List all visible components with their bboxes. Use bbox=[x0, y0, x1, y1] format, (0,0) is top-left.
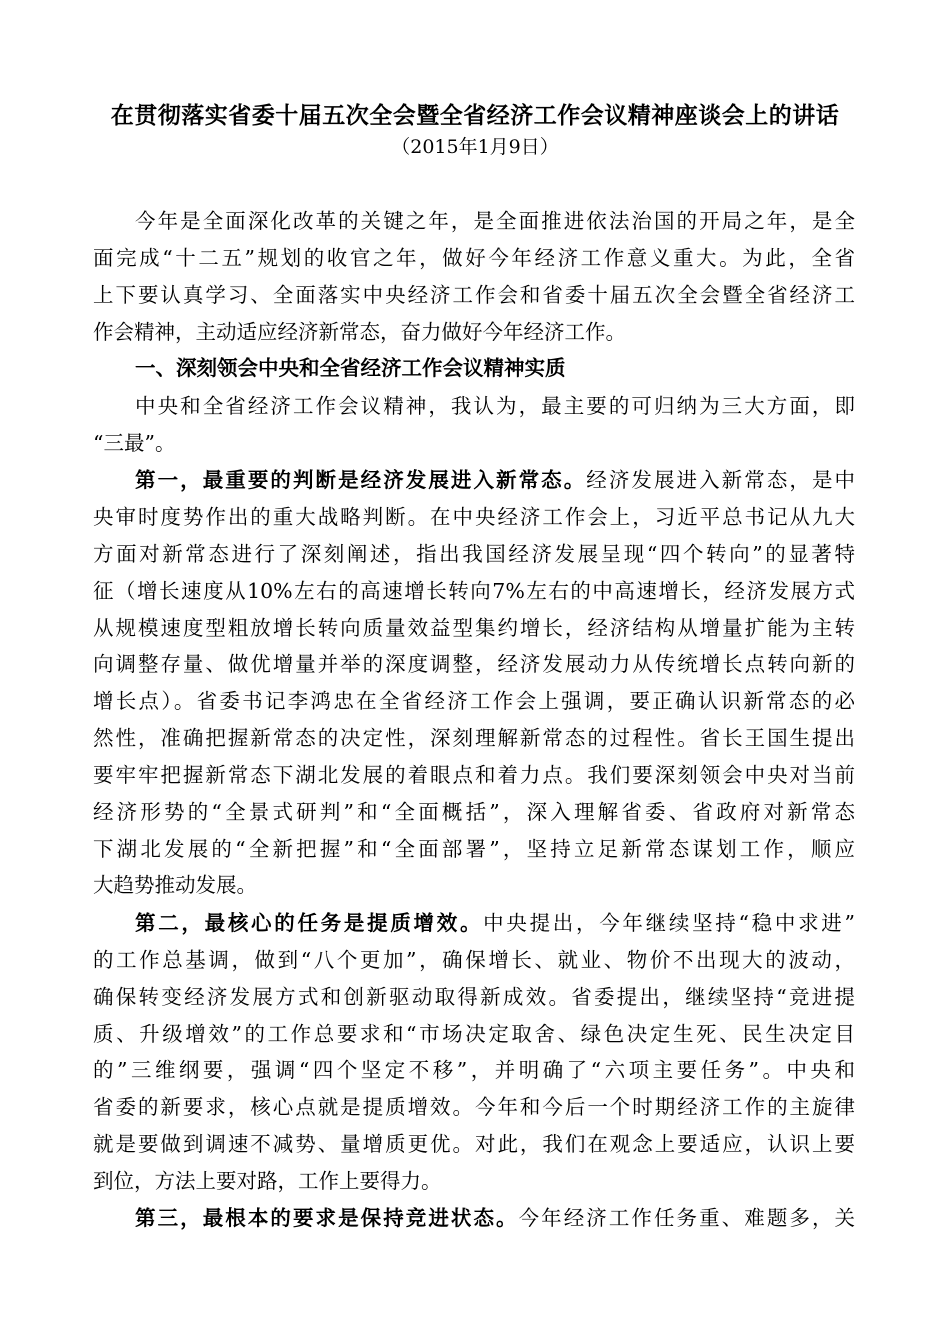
paragraph-line: 要牢牢把握新常态下湖北发展的着眼点和着力点。我们要深刻领会中央对当前 bbox=[93, 763, 855, 787]
paragraph-line: 上下要认真学习、全面落实中央经济工作会和省委十届五次全会暨全省经济工 bbox=[93, 283, 855, 307]
paragraph-line: 方面对新常态进行了深刻阐述，指出我国经济发展呈现“四个转向”的显著特 bbox=[93, 542, 855, 566]
paragraph-line: “三最”。 bbox=[93, 431, 176, 455]
paragraph-line: 的”三维纲要，强调“四个坚定不移”，并明确了“六项主要任务”。中央和 bbox=[93, 1058, 855, 1082]
paragraph-line: 今年是全面深化改革的关键之年，是全面推进依法治国的开局之年，是全 bbox=[135, 209, 855, 233]
lead-sentence: 第一，最重要的判断是经济发展进入新常态。 bbox=[135, 468, 587, 492]
paragraph-line: 下湖北发展的“全新把握”和“全面部署”，坚持立足新常态谋划工作，顺应 bbox=[93, 837, 855, 861]
lead-sentence: 第三，最根本的要求是保持竞进状态。 bbox=[135, 1206, 519, 1230]
section-heading: 一、深刻领会中央和全省经济工作会议精神实质 bbox=[135, 356, 566, 380]
paragraph-line: 确保转变经济发展方式和创新驱动取得新成效。省委提出，继续坚持“竞进提 bbox=[93, 985, 855, 1009]
paragraph-line: 面完成“十二五”规划的收官之年，做好今年经济工作意义重大。为此，全省 bbox=[93, 246, 855, 270]
paragraph-line: 的工作总基调，做到“八个更加”，确保增长、就业、物价不出现大的波动， bbox=[93, 948, 855, 972]
paragraph-line: 向调整存量、做优增量并举的深度调整，经济发展动力从传统增长点转向新的 bbox=[93, 652, 855, 676]
paragraph-line: 从规模速度型粗放增长转向质量效益型集约增长，经济结构从增量扩能为主转 bbox=[93, 616, 855, 640]
paragraph-line: 征（增长速度从10%左右的高速增长转向7%左右的中高速增长，经济发展方式 bbox=[93, 579, 855, 603]
paragraph-line: 然性，准确把握新常态的决定性，深刻理解新常态的过程性。省长王国生提出 bbox=[93, 726, 855, 750]
paragraph-line: 第三，最根本的要求是保持竞进状态。今年经济工作任务重、难题多，关 bbox=[135, 1206, 856, 1230]
lead-sentence: 第二，最核心的任务是提质增效。 bbox=[135, 911, 484, 935]
paragraph-line: 到位，方法上要对路，工作上要得力。 bbox=[93, 1169, 442, 1193]
paragraph-line: 作会精神，主动适应经济新常态，奋力做好今年经济工作。 bbox=[93, 320, 626, 344]
paragraph-line: 经济形势的“全景式研判”和“全面概括”，深入理解省委、省政府对新常态 bbox=[93, 800, 855, 824]
paragraph-line: 第一，最重要的判断是经济发展进入新常态。经济发展进入新常态，是中 bbox=[135, 468, 856, 492]
document-date: （2015年1月9日） bbox=[391, 136, 559, 158]
paragraph-line: 就是要做到调速不减势、量增质更优。对此，我们在观念上要适应，认识上要 bbox=[93, 1132, 855, 1156]
paragraph-line: 大趋势推动发展。 bbox=[93, 873, 257, 897]
paragraph-line: 中央和全省经济工作会议精神，我认为，最主要的可归纳为三大方面，即 bbox=[135, 394, 855, 418]
paragraph-line: 增长点）。省委书记李鸿忠在全省经济工作会上强调，要正确认识新常态的必 bbox=[93, 689, 855, 713]
paragraph-line: 央审时度势作出的重大战略判断。在中央经济工作会上，习近平总书记从九大 bbox=[93, 505, 855, 529]
paragraph-line: 质、升级增效”的工作总要求和“市场决定取舍、绿色决定生死、民生决定目 bbox=[93, 1022, 855, 1046]
paragraph-line: 省委的新要求，核心点就是提质增效。今年和今后一个时期经济工作的主旋律 bbox=[93, 1095, 855, 1119]
document-title: 在贯彻落实省委十届五次全会暨全省经济工作会议精神座谈会上的讲话 bbox=[110, 102, 840, 129]
paragraph-line: 第二，最核心的任务是提质增效。中央提出，今年继续坚持“稳中求进” bbox=[135, 911, 856, 935]
